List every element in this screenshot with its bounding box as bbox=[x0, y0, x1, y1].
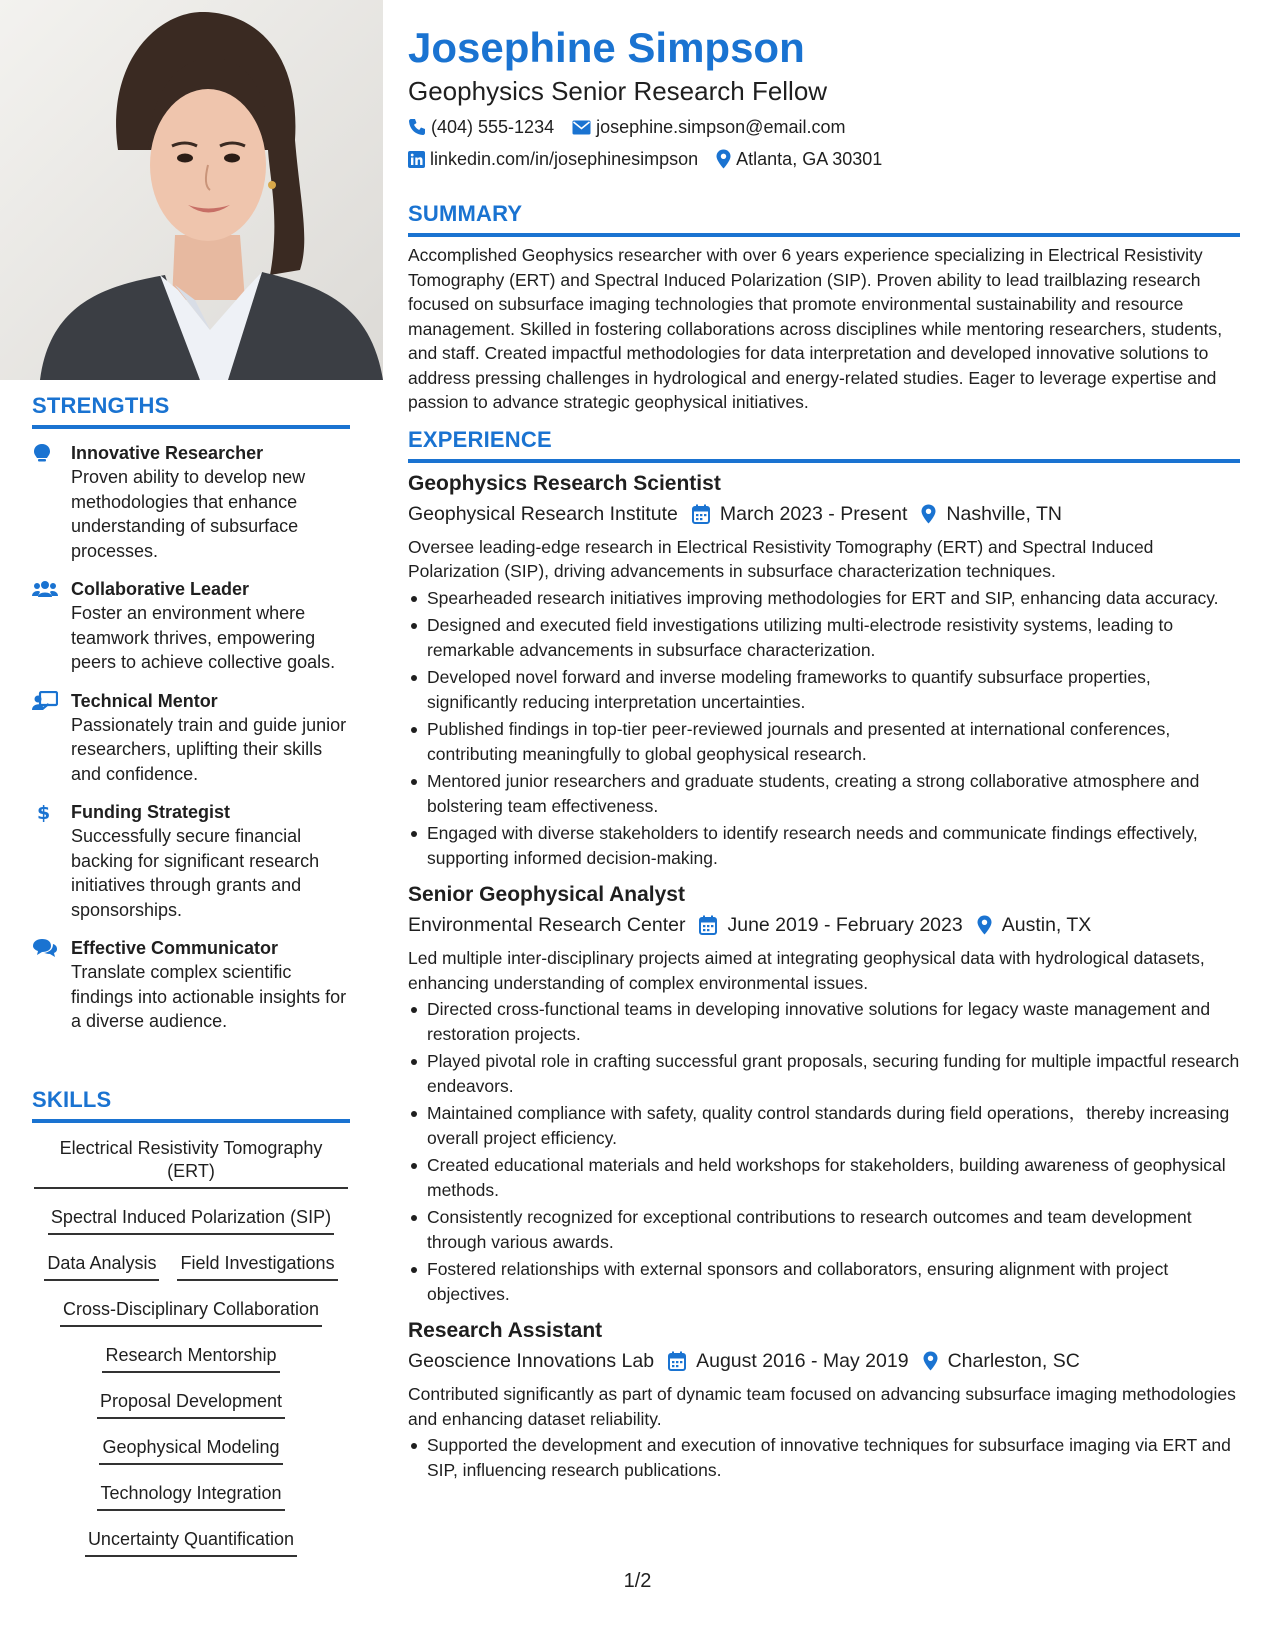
bullet-item: Directed cross-functional teams in developing innovative solutions for legacy waste management and restoration projects. bbox=[408, 997, 1240, 1046]
strength-item bbox=[32, 936, 350, 1034]
phone-text: (404) 555-1234 bbox=[431, 117, 555, 137]
skill-tag: Data Analysis bbox=[44, 1252, 159, 1281]
job-meta bbox=[408, 1346, 1240, 1376]
bullet-item: Engaged with diverse stakeholders to identify research needs and communicate findings effectively, supporting informed decision-making. bbox=[408, 821, 1240, 870]
skill-tag: Proposal Development bbox=[97, 1390, 285, 1419]
job-location-group bbox=[921, 499, 1062, 529]
job-meta bbox=[408, 910, 1240, 940]
strength-title: Collaborative Leader bbox=[71, 579, 250, 599]
map-pin-icon bbox=[977, 915, 992, 935]
calendar-icon bbox=[692, 504, 710, 524]
map-pin-icon bbox=[923, 1351, 938, 1371]
page-number: 1/2 bbox=[623, 1570, 652, 1592]
location-text: Atlanta, GA 30301 bbox=[736, 149, 883, 169]
phone-contact[interactable] bbox=[408, 112, 554, 142]
strength-desc: Translate complex scientific findings into actionable insights for a diverse audience. bbox=[71, 962, 347, 1031]
strength-item bbox=[32, 800, 350, 922]
candidate-title: Geophysics Senior Research Fellow bbox=[408, 76, 828, 106]
job-title: Research Assistant bbox=[408, 1319, 603, 1342]
job-description: Oversee leading-edge research in Electrical Resistivity Tomography (ERT) and Spectral Induced Polarization (SIP), driving advancements in subsurface characterization techniques. bbox=[408, 536, 1154, 581]
skills-heading: SKILLS bbox=[32, 1087, 350, 1123]
job-location: Nashville, TN bbox=[946, 502, 1062, 525]
email-text: josephine.simpson@email.com bbox=[596, 117, 846, 137]
strength-desc: Proven ability to develop new methodologies that enhance understanding of subsurface processes. bbox=[71, 467, 306, 561]
skill-tag: Research Mentorship bbox=[102, 1344, 279, 1373]
skill-tag: Technology Integration bbox=[97, 1482, 284, 1511]
candidate-name: Josephine Simpson bbox=[408, 24, 805, 71]
job-entry bbox=[408, 469, 1240, 871]
summary-text: Accomplished Geophysics researcher with over 6 years experience specializing in Electrical Resistivity Tomography (ERT) and Spectral Induced Polarization (SIP). Proven ability to lead trailblazing research focused on subsurface imaging technologies that promote environmental sustainability and resource management. Skilled in fostering collaborations across disciplines while mentoring researchers, students, and staff. Created impactful methodologies for data interpretation and developed innovative solutions to address pressing challenges in hydrological and energy-related studies. Eager to leverage expertise and passion to advance strategic geophysical initiatives. bbox=[408, 245, 1223, 412]
bullet-item: Developed novel forward and inverse modeling frameworks to quantify subsurface properties, significantly reducing interpretation uncertainties. bbox=[408, 665, 1240, 714]
strengths-heading: STRENGTHS bbox=[32, 393, 350, 429]
calendar-icon bbox=[668, 1351, 686, 1371]
email-contact[interactable] bbox=[572, 112, 845, 142]
summary-heading: SUMMARY bbox=[408, 201, 1240, 237]
calendar-icon bbox=[699, 915, 717, 935]
bullet-item: Created educational materials and held workshops for stakeholders, building awareness of geophysical methods. bbox=[408, 1153, 1240, 1202]
bullet-item: Published findings in top-tier peer-reviewed journals and presented at international conferences, contributing meaningfully to global geophysical research. bbox=[408, 717, 1240, 766]
teacher-icon bbox=[32, 691, 58, 711]
linkedin-icon bbox=[408, 151, 425, 168]
job-location: Austin, TX bbox=[1001, 914, 1092, 936]
strength-item bbox=[32, 577, 350, 675]
strength-item bbox=[32, 441, 350, 563]
skill-tag: Spectral Induced Polarization (SIP) bbox=[48, 1206, 334, 1235]
job-company: Geoscience Innovations Lab bbox=[408, 1350, 655, 1372]
bullet-item: Consistently recognized for exceptional contributions to research outcomes and team development through various awards. bbox=[408, 1205, 1240, 1254]
skill-tag: Uncertainty Quantification bbox=[85, 1528, 297, 1557]
skill-tag: Field Investigations bbox=[177, 1252, 337, 1281]
phone-icon bbox=[408, 118, 426, 136]
contact-row-1 bbox=[408, 112, 1240, 142]
skill-tag: Electrical Resistivity Tomography (ERT) bbox=[34, 1137, 348, 1189]
job-location-group bbox=[923, 1346, 1080, 1376]
job-dates: March 2023 - Present bbox=[719, 502, 908, 525]
job-description: Contributed significantly as part of dynamic team focused on advancing subsurface imaging methodologies and enhancing dataset reliability. bbox=[408, 1384, 1236, 1429]
dollar-icon bbox=[32, 802, 58, 822]
job-title: Geophysics Research Scientist bbox=[408, 471, 721, 495]
job-dates: August 2016 - May 2019 bbox=[696, 1350, 909, 1372]
strength-title: Innovative Researcher bbox=[71, 443, 264, 463]
envelope-icon bbox=[572, 120, 591, 135]
strength-title: Funding Strategist bbox=[71, 802, 230, 822]
svg-text:$: $ bbox=[37, 802, 51, 822]
left-column bbox=[0, 0, 383, 1650]
job-company: Environmental Research Center bbox=[408, 914, 686, 936]
job-company: Geophysical Research Institute bbox=[408, 502, 678, 525]
linkedin-text: linkedin.com/in/josephinesimpson bbox=[430, 149, 699, 169]
strength-title: Effective Communicator bbox=[71, 938, 279, 958]
bullet-item: Mentored junior researchers and graduate students, creating a strong collaborative atmosphere and bolstering team effectiveness. bbox=[408, 769, 1240, 818]
strength-desc: Foster an environment where teamwork thrives, empowering peers to achieve collective goals. bbox=[71, 603, 336, 672]
job-bullets bbox=[408, 1433, 1240, 1482]
job-dates-group bbox=[692, 499, 908, 529]
job-location-group bbox=[977, 910, 1092, 940]
job-bullets bbox=[408, 997, 1240, 1306]
job-meta bbox=[408, 499, 1240, 529]
bullet-item: Spearheaded research initiatives improving methodologies for ERT and SIP, enhancing data accuracy. bbox=[408, 586, 1240, 611]
map-pin-icon bbox=[716, 149, 731, 169]
experience-heading: EXPERIENCE bbox=[408, 427, 1240, 463]
strengths-section bbox=[32, 393, 350, 1034]
bullet-item: Fostered relationships with external sponsors and collaborators, ensuring alignment with project objectives. bbox=[408, 1257, 1240, 1306]
bullet-item: Supported the development and execution of innovative techniques for subsurface imaging via ERT and SIP, influencing research publications. bbox=[408, 1433, 1240, 1482]
strength-title: Technical Mentor bbox=[71, 690, 218, 711]
right-column bbox=[408, 22, 1240, 1485]
users-icon bbox=[32, 579, 58, 599]
job-dates-group bbox=[699, 910, 962, 940]
linkedin-contact[interactable] bbox=[408, 144, 698, 174]
strength-item bbox=[32, 689, 350, 787]
summary-section bbox=[408, 201, 1240, 415]
bullet-item: Maintained compliance with safety, quality control standards during field operations，thereby increasing overall project efficiency. bbox=[408, 1101, 1240, 1150]
skills-section bbox=[32, 1087, 350, 1574]
job-entry bbox=[408, 1316, 1240, 1482]
job-description: Led multiple inter-disciplinary projects aimed at integrating geophysical data with hydrological datasets, enhancing understanding of complex environmental issues. bbox=[408, 948, 1205, 993]
comments-icon bbox=[32, 938, 58, 958]
job-entry bbox=[408, 880, 1240, 1306]
map-pin-icon bbox=[921, 504, 936, 524]
location-contact bbox=[716, 144, 882, 174]
job-title: Senior Geophysical Analyst bbox=[408, 883, 685, 906]
job-location: Charleston, SC bbox=[947, 1350, 1080, 1372]
experience-section bbox=[408, 427, 1240, 1483]
contact-row-2 bbox=[408, 144, 1240, 174]
job-dates: June 2019 - February 2023 bbox=[727, 914, 963, 936]
job-dates-group bbox=[668, 1346, 908, 1376]
strength-desc: Passionately train and guide junior researchers, uplifting their skills and confidence. bbox=[71, 714, 347, 784]
skills-list bbox=[32, 1137, 350, 1557]
lightbulb-icon bbox=[32, 443, 58, 463]
strength-desc: Successfully secure financial backing for significant research initiatives through grants and sponsorships. bbox=[71, 826, 320, 920]
skill-tag: Geophysical Modeling bbox=[99, 1436, 282, 1465]
profile-photo bbox=[0, 0, 383, 380]
bullet-item: Played pivotal role in crafting successful grant proposals, securing funding for multiple impactful research endeavors. bbox=[408, 1049, 1240, 1098]
skill-tag: Cross-Disciplinary Collaboration bbox=[60, 1298, 322, 1327]
job-bullets bbox=[408, 586, 1240, 871]
bullet-item: Designed and executed field investigations utilizing multi-electrode resistivity systems, leading to remarkable advancements in subsurface characterization. bbox=[408, 613, 1240, 662]
